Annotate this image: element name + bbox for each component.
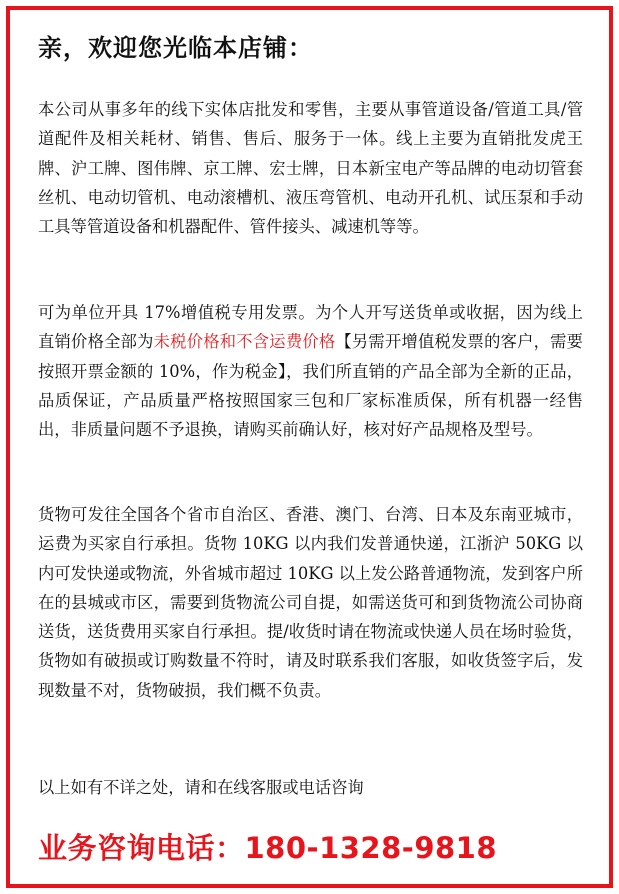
welcome-title: 亲，欢迎您光临本店铺： (38, 33, 313, 62)
invoice-policy-text-end: 【另需开增值税发票的客户，需要按照开票金额的 10%，作为税金】，我们所直销的产品全部为全新的正品，品质保证，产品质量严格按照国家三包和厂家标准质保，所有机器一经售出，非质量问题不予退换，请购买前确认好，核对好产品规格及型号。 (38, 332, 583, 440)
contact-note-paragraph: 以上如有不详之处，请和在线客服或电话咨询 (38, 778, 364, 797)
shipping-policy-paragraph: 货物可发往全国各个省市自治区、香港、澳门、台湾、日本及东南亚城市，运费为买家自行承担。货物 10KG 以内我们发普通快递，江浙沪 50KG 以内可发快递或物流，外省城市超过 10KG 以上发公路普通物流，发到客户所在的县城或市区，需要到货物流公司自提，如需送货可和到货物流公司协商送货，送货费用买家自行承担。提/收货时请在物流或快递人员在场时验货，货物如有破损或订购数量不符时，请及时联系我们客服，如收货签字后，发现数量不对，货物破损，我们概不负责。 (38, 505, 583, 700)
invoice-policy-paragraph (38, 298, 583, 444)
company-intro-paragraph: 本公司从事多年的线下实体店批发和零售，主要从事管道设备/管道工具/管道配件及相关耗材、销售、售后、服务于一体。线上主要为直销批发虎王牌、沪工牌、图伟牌、京工牌、宏士牌，日本新宝电产等品牌的电动切管套丝机、电动切管机、电动滚槽机、液压弯管机、电动开孔机、试压泵和手动工具等管道设备和机器配件、管件接头、减速机等等。 (38, 100, 583, 237)
business-hotline: 业务咨询电话：180-1328-9818 (38, 831, 498, 865)
price-notice-highlight: 未税价格和不含运费价格 (153, 332, 336, 352)
invoice-policy-text-start: 可为单位开具 17%增值税专用发票。为个人开写送货单或收据，因为线上直销价格全部为 (38, 303, 583, 352)
